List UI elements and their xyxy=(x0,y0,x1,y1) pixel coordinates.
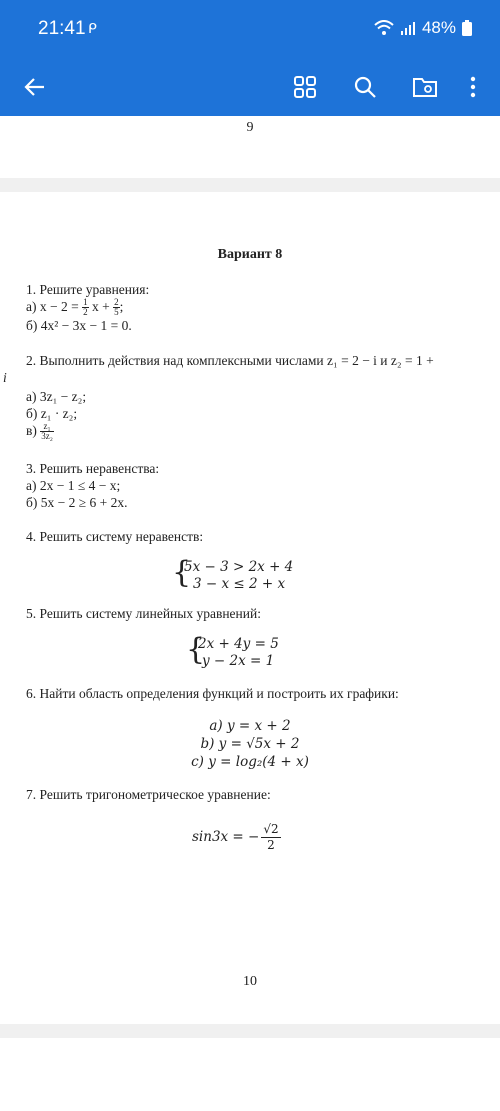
question-2 xyxy=(26,352,434,369)
system-brace-2: { xyxy=(186,632,206,667)
back-arrow-icon[interactable] xyxy=(18,70,52,104)
status-right xyxy=(374,18,472,38)
q6-head: 6. Найти область определения функций и построить их графики: xyxy=(26,686,399,701)
q6-a: a) y = x + 2 xyxy=(209,718,291,734)
status-time: 21:41 xyxy=(38,18,86,39)
q2-tail: i xyxy=(3,370,7,385)
status-bar xyxy=(0,0,500,58)
q1-head: 1. Решите уравнения: xyxy=(26,282,150,297)
q1-b: б) 4x² − 3x − 1 = 0. xyxy=(26,318,132,334)
q5-system: 2x + 4y = 5 y − 2x = 1 xyxy=(198,636,279,669)
share-folder-icon[interactable] xyxy=(408,70,442,104)
signal-icon xyxy=(400,21,416,35)
q7-head: 7. Решить тригонометрическое уравнение: xyxy=(26,787,271,802)
q6-b: b) y = √5x + 2 xyxy=(200,736,300,752)
page-number-top: 9 xyxy=(246,120,254,135)
question-5 xyxy=(26,605,261,622)
app-bar xyxy=(0,58,500,116)
page-divider xyxy=(0,178,500,192)
q4-head: 4. Решить систему неравенств: xyxy=(26,529,204,544)
next-page xyxy=(0,1040,500,1111)
more-options-icon[interactable] xyxy=(456,70,490,104)
q5-head: 5. Решить систему линейных уравнений: xyxy=(26,606,261,621)
q2-c: в) $\frac{\text{z₁}}{\text{3z₂}}$ xyxy=(26,421,53,442)
wifi-icon xyxy=(374,20,394,36)
grid-view-icon[interactable] xyxy=(288,70,322,104)
question-2-items xyxy=(26,388,86,441)
question-6 xyxy=(26,685,399,702)
q2-a: а) 3z₁ − z₂; xyxy=(26,389,87,404)
q3-a: а) 2x − 1 ≤ 4 − x; xyxy=(26,478,121,493)
notification-icon: ᑭ xyxy=(88,20,97,36)
q3-b: б) 5x − 2 ≥ 6 + 2x. xyxy=(26,495,128,510)
fraction-z1-3z2: $\frac{\text{z₁}}{\text{3z₂}}$ xyxy=(41,421,53,442)
q4-system: 5x − 3 > 2x + 4 3 − x ≤ 2 + x xyxy=(184,559,294,592)
q2-b: б) z₁ · z₂; xyxy=(26,406,78,421)
q3-head: 3. Решить неравенства: xyxy=(26,461,160,476)
page-divider-bottom xyxy=(0,1024,500,1038)
battery-icon xyxy=(462,20,472,36)
fraction-two-fifths: $\frac{2}{5}$ xyxy=(114,297,119,318)
search-icon[interactable] xyxy=(348,70,382,104)
q2-head: 2. Выполнить действия над комплексными числами z₁ = 2 − i и z₂ = 1 + xyxy=(26,353,434,368)
q1-a: а) x − 2 = $\frac{1}{2}$ x + $\frac{2}{5}$ ; xyxy=(26,297,124,318)
question-1 xyxy=(26,281,149,334)
battery-percent: 48% xyxy=(421,18,456,37)
fraction-half: $\frac{1}{2}$ xyxy=(83,297,88,318)
system-brace-1: { xyxy=(172,555,192,590)
question-4 xyxy=(26,528,203,545)
q7-equation: sin3x = − $\frac{√2}{2}$ xyxy=(192,822,279,852)
question-3 xyxy=(26,460,159,511)
question-7 xyxy=(26,786,271,803)
page-number-bottom: 10 xyxy=(243,974,257,989)
page-title: Вариант 8 xyxy=(217,247,283,262)
q6-c: c) y = log₂(4 + x) xyxy=(191,754,309,770)
